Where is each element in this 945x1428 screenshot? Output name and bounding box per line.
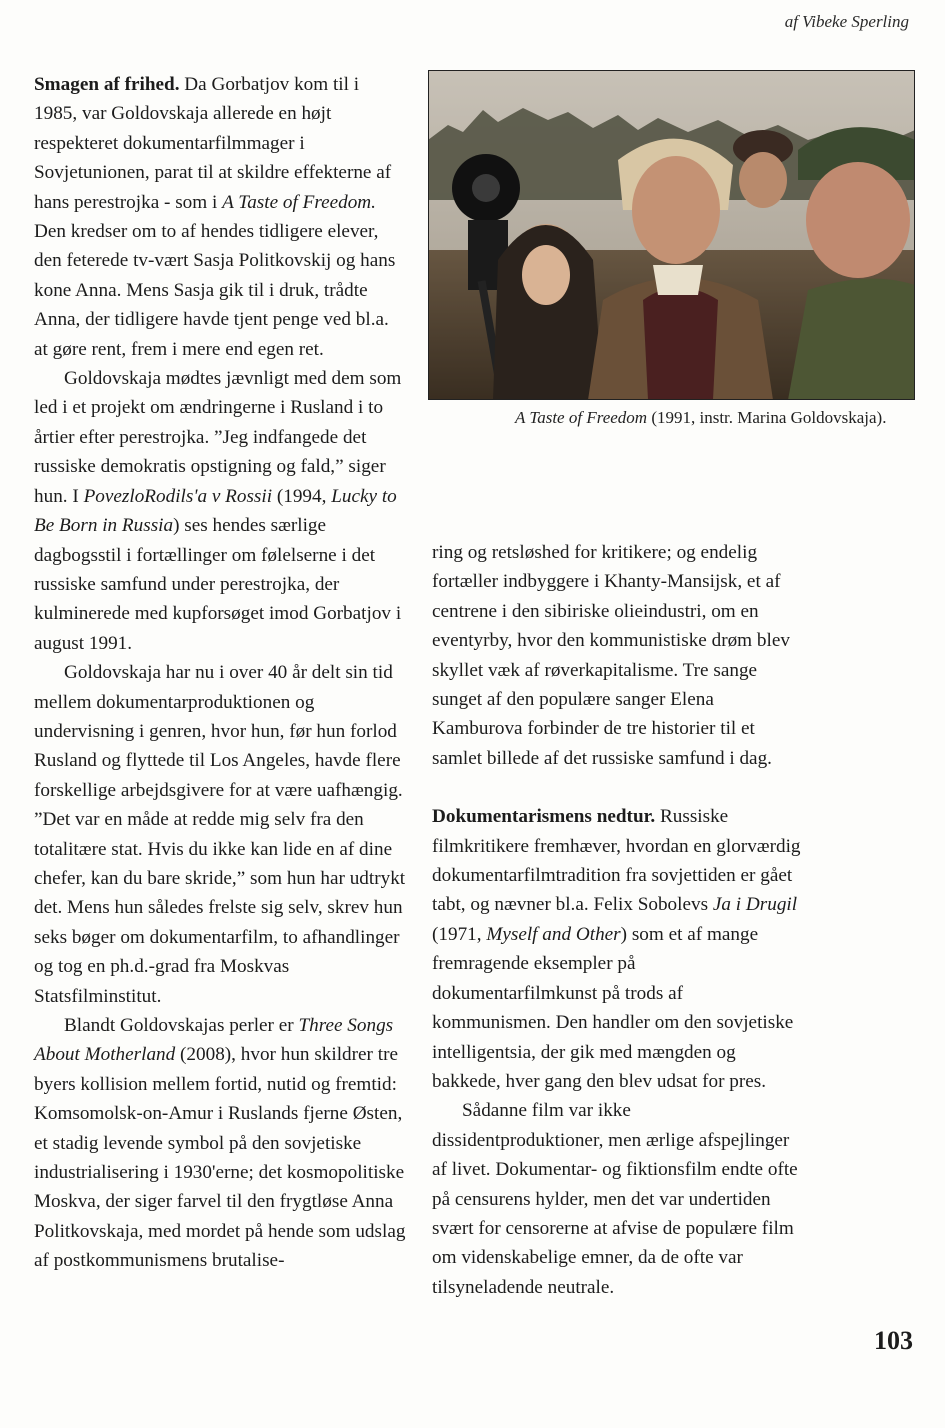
right-text-column: [432, 538, 804, 1302]
page-number: 103: [874, 1326, 913, 1355]
film-title: Ja i Drugil: [712, 894, 798, 916]
film-title: Lucky to Be Born in Russia: [34, 485, 397, 537]
photo-caption: A Taste of Freedom (1991, instr. Marina Goldovskaja).: [515, 408, 887, 427]
section-heading: Dokumentarismens nedtur.: [432, 806, 656, 828]
section-heading: Smagen af frihed.: [34, 74, 180, 95]
film-title: A Taste of Freedom.: [222, 191, 376, 213]
caption-film-title: A Taste of Freedom: [515, 408, 648, 427]
left-text-column: [34, 70, 406, 1276]
film-title: Three Songs About Motherland: [34, 1015, 394, 1066]
film-still-illustration: [428, 70, 915, 400]
film-still-photo: [428, 70, 915, 400]
film-title: Myself and Other: [486, 923, 621, 945]
paragraph: Sådanne film var ikke dissidentproduktioner, men ærlige afspejlinger af livet. Dokumentar- og fiktionsfilm endte ofte på censurens hylder, men det var undertiden svært for censorerne at afvise de populære film om videnskabelige emner, da de ofte var tilsyneladende neutrale.: [432, 1100, 798, 1298]
paragraph: Goldovskaja mødtes jævnligt med dem som led i et projekt om ændringerne i Rusland i to årtier efter perestrojka. ”Jeg indfangede det russiske demokratis opstigning og fald,” siger hun. I PovezloRodils'a v Rossii (1994, Lucky to Be Born in Russia) ses hendes særlige dagbogsstil i fortællinger om følelserne i det russiske samfund under perestrojka, der kulminerede med kupforsøget imod Gorbatjov i august 1991.: [34, 368, 402, 654]
running-header-author: af Vibeke Sperling: [784, 12, 909, 31]
film-title: PovezloRodils'a v Rossii: [83, 485, 273, 507]
paragraph: Goldovskaja har nu i over 40 år delt sin tid mellem dokumentarproduktionen og undervisning i genren, hvor hun, før hun forlod Rusland og flyttede til Los Angeles, havde flere forskellige arbejdsgivere for at være uafhængig. ”Det var en måde at redde mig selv fra den totalitære stat. Hvis du ikke kan lide en af dine chefer, kan du bare skride,” som hun har udtrykt det. Mens hun således frelste sig selv, skrev hun seks bøger om dokumentarfilm, to afhandlinger og tog en ph.d.-grad fra Moskvas Statsfilminstitut.: [34, 662, 406, 1007]
paragraph: Blandt Goldovskajas perler er Three Songs About Motherland (2008), hvor hun skildrer tre byers kollision mellem fortid, nutid og fremtid: Komsomolsk-on-Amur i Ruslands fjerne Østen, et stadig levende symbol på den sovjetiske industrialisering i 1930'erne; det kosmopolitiske Moskva, der siger farvel til den frygtløse Anna Politkovskaja, med mordet på hende som udslag af postkommunismens brutalise-: [34, 1015, 406, 1272]
paragraph-smagen-af-frihed: Smagen af frihed. Da Gorbatjov kom til i 1985, var Goldovskaja allerede en højt respekteret dokumentarfilmmager i Sovjetunionen, parat til at skildre effekterne af hans perestrojka - som i A Taste of Freedom. Den kredser om to af hendes tidligere elever, den feterede tv-vært Sasja Politkovskij og hans kone Anna. Mens Sasja gik til i druk, trådte Anna, der tidligere havde tjent penge ved bl.a. at gøre rent, frem i mere end egen ret.: [34, 74, 396, 360]
paragraph-dokumentarismens-nedtur: Dokumentarismens nedtur. Russiske filmkritikere fremhæver, hvordan en glorværdig dokumentarfilmtradition fra sovjettiden er gået tabt, og nævner bl.a. Felix Sobolevs Ja i Drugil (1971, Myself and Other) som et af mange fremragende eksempler på dokumentarfilmkunst på trods af kommunismen. Den handler om den sovjetiske intelligentsia, der gik med mængden og bakkede, hver gang den blev udsat for pres.: [432, 806, 801, 1092]
paragraph: ring og retsløshed for kritikere; og endelig fortæller indbyggere i Khanty-Mansijsk, et af centrene i den sibiriske olieindustri, om en eventyrby, hvor den kommunistiske drøm blev skyllet væk af røverkapitalisme. Tre sange sunget af den populære sanger Elena Kamburova forbinder de tre historier til et samlet billede af det russiske samfund i dag.: [432, 542, 790, 769]
